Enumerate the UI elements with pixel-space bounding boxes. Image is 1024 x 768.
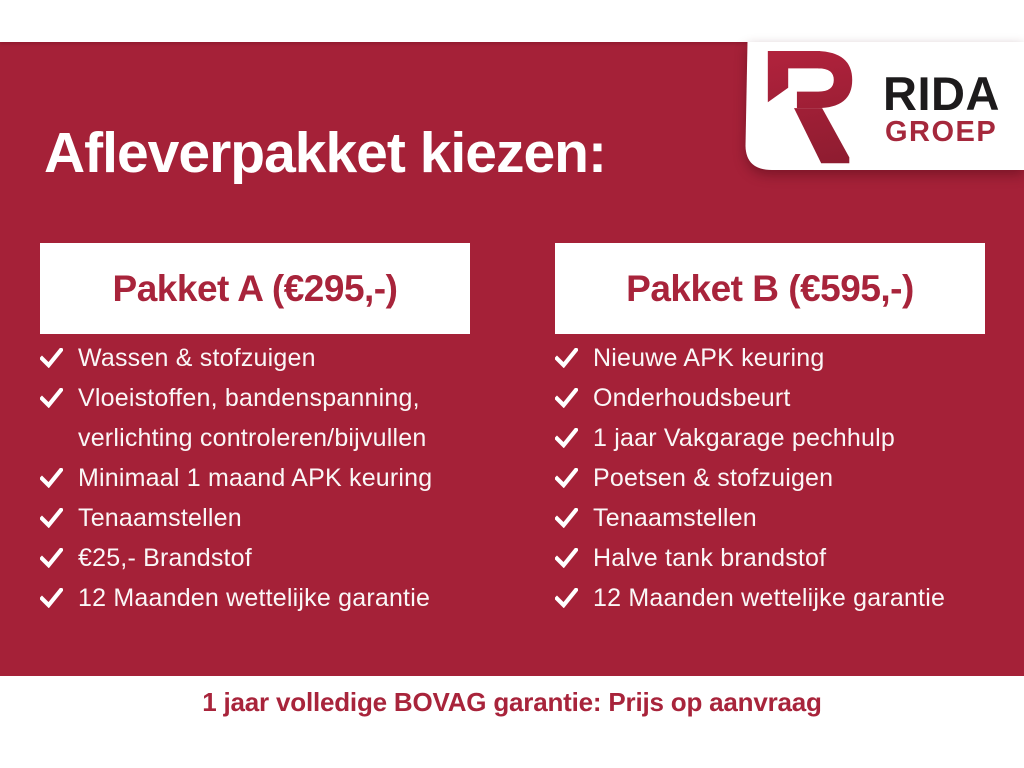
check-icon [555,468,578,488]
package-feature-label: Onderhoudsbeurt [593,384,791,412]
package-feature-label: Nieuwe APK keuring [593,344,825,372]
package-feature-label: Wassen & stofzuigen [78,344,316,372]
package-feature-item [555,338,999,378]
check-icon [555,508,578,528]
package-feature-label: 12 Maanden wettelijke garantie [593,584,946,612]
check-icon [555,588,578,608]
package-a-feature-list [40,338,484,618]
check-icon [40,508,63,528]
footer-band [0,676,1024,768]
package-feature-label: Halve tank brandstof [593,544,827,572]
package-feature-item [555,378,999,418]
check-icon [40,588,63,608]
package-feature-item [555,458,999,498]
package-feature-item [40,458,484,498]
brand-logo-panel [734,42,1024,187]
check-icon [40,348,63,368]
package-b-feature-list [555,338,999,618]
check-icon [40,468,63,488]
check-icon [555,388,578,408]
package-feature-label: €25,- Brandstof [78,544,252,572]
package-feature-item [40,538,484,578]
check-icon [40,388,63,408]
check-icon [555,548,578,568]
check-icon [40,548,63,568]
package-feature-item [555,498,999,538]
package-feature-label: Poetsen & stofzuigen [593,464,834,492]
page-title: Afleverpakket kiezen: [44,121,606,186]
check-icon [555,348,578,368]
package-feature-item [40,378,484,458]
package-feature-label: 1 jaar Vakgarage pechhulp [593,424,895,452]
package-feature-label: Vloeistoffen, bandenspanning, verlichting controleren/bijvullen [78,384,427,452]
package-a-title: Pakket A (€295,-) [112,267,398,309]
package-feature-item [40,578,484,618]
package-feature-item [555,418,999,458]
package-feature-item [555,578,999,618]
check-icon [555,428,578,448]
package-feature-label: Tenaamstellen [78,504,242,532]
package-feature-item [40,498,484,538]
brand-subname: GROEP [885,116,998,148]
package-feature-item [555,538,999,578]
package-feature-label: 12 Maanden wettelijke garantie [78,584,431,612]
top-white-band [0,0,1024,42]
footer-guarantee-text: 1 jaar volledige BOVAG garantie: Prijs op aanvraag [202,687,822,717]
rida-r-logo-icon [762,51,859,169]
package-feature-item [40,338,484,378]
package-b-title: Pakket B (€595,-) [626,267,914,309]
package-feature-label: Tenaamstellen [593,504,757,532]
package-feature-label: Minimaal 1 maand APK keuring [78,464,433,492]
package-b-header-box [555,243,985,334]
brand-name: RIDA [883,67,1000,120]
package-a-header-box [40,243,470,334]
